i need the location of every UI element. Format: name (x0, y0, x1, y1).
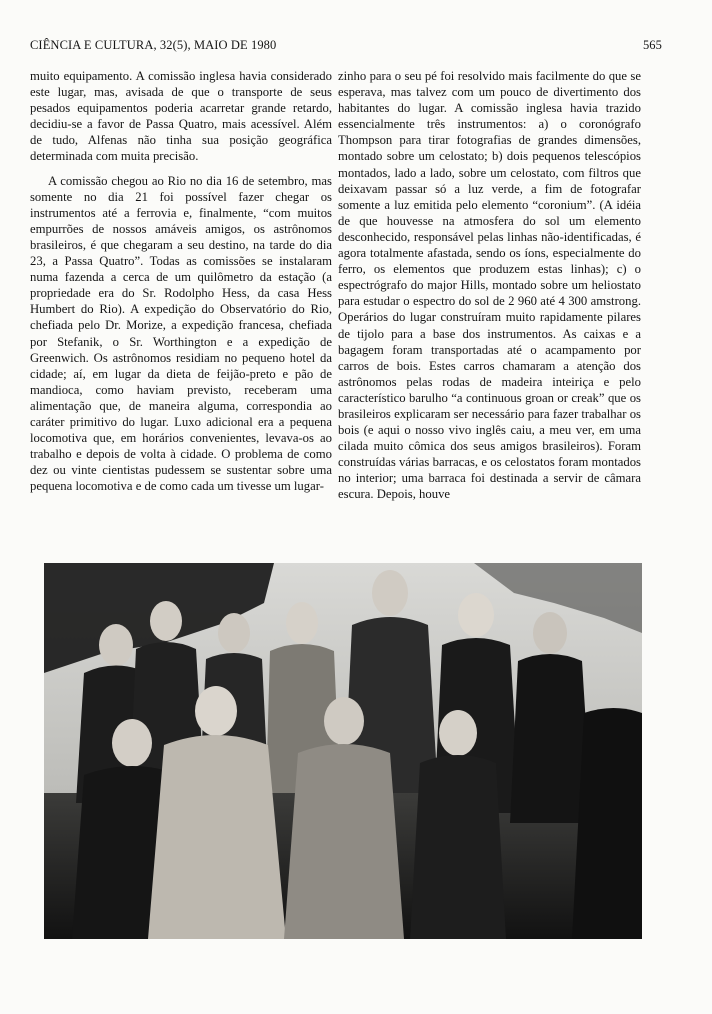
left-paragraph-2: A comissão chegou ao Rio no dia 16 de setembro, mas somente no dia 21 foi possível fazer chegar os instrumentos até a ferrovia e, finalmente, “com muitos empurrões de nossos amáveis amigos, os astrônomos brasileiros, é que chegaram a seu destino, na tarde do dia 23, a Passa Quatro”. Todas as comissões se instalaram numa fazenda a cerca de um quilômetro da estação (a propriedade era do Sr. Rodolpho Hess, da casa Hess Humbert do Rio). A expedição do Observatório do Rio, chefiada pelo Dr. Morize, a expedição francesa, chefiada por Stefanik, o Sr. Worthington e a expedição de Greenwich. Os astrônomos residiam no pequeno hotel da cidade; aí, em lugar da dieta de feijão-preto e pão de mandioca, como haviam previsto, receberam uma alimentação que, de maneira alguma, correspondia ao caráter primitivo do lugar. Luxo adicional era a pequena locomotiva que, em horários convenientes, levava-os ao trabalho e depois de volta à cidade. O problema de como dez ou vinte cientistas pudessem se sustentar sobre uma pequena locomotiva e de como cada um tivesse um lugar- (30, 173, 332, 494)
person-front-5 (572, 708, 642, 939)
left-paragraph-1: muito equipamento. A comissão inglesa havia considerado este lugar, mas, avisada de que o transporte de seus pesados equipamentos poderia acarretar grande retardo, decidiu-se a favor de Passa Quatro, mais acessível. Além de tudo, Alfenas não tinha sua posição geográfica determinada com muita precisão. (30, 69, 332, 164)
journal-citation: CIÊNCIA E CULTURA, 32(5), MAIO DE 1980 (30, 38, 277, 52)
right-paragraph-1: zinho para o seu pé foi resolvido mais facilmente do que se esperava, mas talvez com um pouco de divertimento dos habitantes do lugar. A comissão inglesa havia trazido essencialmente três instrumentos: a) o coronógrafo Thompson para tirar fotografias de grandes dimensões, montado sobre um celostato; b) dois pequenos telescópios montados, lado a lado, sobre um celostato, com filtros que deixavam passar só a luz verde, a fim de fotografar somente a luz emitida pelo elemento “coronium”. (A idéia de que houvesse na atmosfera do sol um elemento desconhecido, responsável pelas linhas não-identificadas, é agora totalmente afastada, sendo os íons, especialmente do ferro, os elementos que produzem estas linhas); c) o espectrógrafo do major Hills, montado sobre um heliostato para estudar o espectro do sol de 2 960 até 4 300 amstrong. Operários do lugar construíram muito rapidamente pilares de tijolo para a base dos instrumentos. As caixas e a bagagem foram transportadas até o acampamento por carros de bois. Estes carros chamaram a atenção dos astrônomos pelas rodas de madeira inteiriça e pelo característico barulho “a continuous groan or creak” que os brasileiros explicaram ser necessário para fazer trabalhar os bois (e aqui o nosso vivo inglês caiu, a meu ver, em uma cilada muito cômica dos seus amigos brasileiros). Foram construídas várias barracas, e os celostatos foram montados no interior; uma barraca foi destinada a servir de câmara escura. Depois, houve (338, 69, 641, 502)
right-column (338, 68, 641, 503)
page-number: 565 (642, 38, 662, 52)
left-column (30, 68, 332, 494)
page-header (30, 38, 682, 56)
photo-illustration (44, 563, 642, 939)
group-photograph (44, 563, 642, 939)
